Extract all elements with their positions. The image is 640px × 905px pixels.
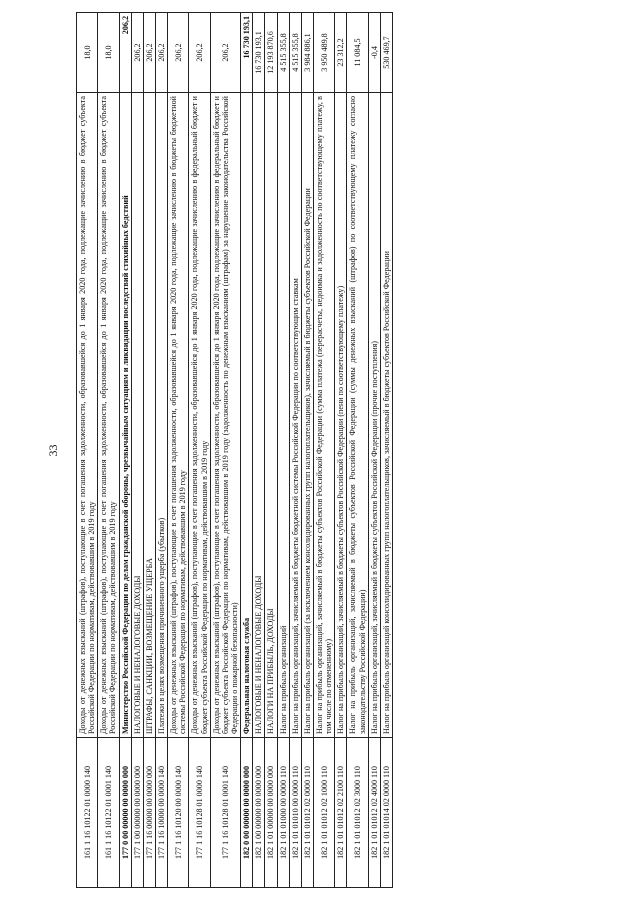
table-row [210, 13, 240, 888]
table-row [143, 13, 155, 888]
amount-value: 3 984 886,1 [301, 13, 313, 93]
table-row [265, 13, 277, 888]
revenue-description: Налог на прибыль организаций консолидированных групп налогоплательщиков, зачисляемый в бюджеты субъектов Российской Федерации [380, 93, 392, 738]
amount-value: 11 084,5 [347, 13, 368, 93]
budget-classification-code: 182 0 00 00000 00 0000 000 [241, 738, 253, 888]
amount-value: -0,4 [368, 13, 380, 93]
table-row [98, 13, 119, 888]
table-row [347, 13, 368, 888]
amount-value: 206,2 [143, 13, 155, 93]
amount-value: 16 730 193,1 [253, 13, 265, 93]
budget-classification-code: 182 1 01 01010 00 0000 110 [289, 738, 301, 888]
budget-classification-code: 177 1 16 10120 00 0000 140 [168, 738, 189, 888]
revenue-description: Налог на прибыль организаций, зачисляемый в бюджеты субъектов Российской Федерации (прочие поступления) [368, 93, 380, 738]
table-row [241, 13, 253, 888]
rotated-page-content [40, 13, 610, 888]
table-row [131, 13, 143, 888]
revenue-description: Доходы от денежных взысканий (штрафов), поступающие в счет погашения задолженности, образовавшейся до 1 января 2020 года, подлежащие зачислению в федеральный бюджет и бюджет субъекта Российской Федерации по нормативам, действовавшим в 2019 году [189, 93, 210, 738]
table-row [289, 13, 301, 888]
table-row [168, 13, 189, 888]
budget-classification-code: 161 1 16 10122 01 0001 140 [98, 738, 119, 888]
revenue-description: Налог на прибыль организаций, зачисляемый в бюджеты субъектов Российской Федерации (пени по соответствующему платежу) [335, 93, 347, 738]
table-row [335, 13, 347, 888]
revenue-description: Министерство Российской Федерации по делам гражданской обороны, чрезвычайным ситуациям и ликвидации последствий стихийных бедствий [119, 93, 131, 738]
amount-value: 206,2 [189, 13, 210, 93]
page-number: 33 [46, 444, 60, 457]
amount-value: 206,2 [210, 13, 240, 93]
budget-classification-code: 182 1 01 01012 02 1000 110 [313, 738, 334, 888]
revenue-description: НАЛОГИ НА ПРИБЫЛЬ, ДОХОДЫ [265, 93, 277, 738]
budget-revenue-table [76, 12, 393, 888]
revenue-description: Федеральная налоговая служба [241, 93, 253, 738]
amount-value: 206,2 [155, 13, 167, 93]
table-body [77, 13, 393, 888]
budget-classification-code: 177 1 00 00000 00 0000 000 [131, 738, 143, 888]
revenue-description: Платежи в целях возмещения причиненного ущерба (убытков) [155, 93, 167, 738]
budget-classification-code: 177 1 16 10128 01 0000 140 [189, 738, 210, 888]
revenue-description: Доходы от денежных взысканий (штрафов), поступающие в счет погашения задолженности, образовавшейся до 1 января 2020 года, подлежащие зачислению в бюджет субъекта Российской Федерации по нормативам, действовавшим в 2019 году [98, 93, 119, 738]
amount-value: 23 312,2 [335, 13, 347, 93]
table-row [313, 13, 334, 888]
budget-classification-code: 182 1 01 01000 00 0000 110 [277, 738, 289, 888]
revenue-description: Доходы от денежных взысканий (штрафов), поступающие в счет погашения задолженности, образовавшейся до 1 января 2020 года, подлежащие зачислению в бюджеты бюджетной системы Российской Федерации по нормативам, действовавшим в 2019 году [168, 93, 189, 738]
budget-classification-code: 177 1 16 10128 01 0001 140 [210, 738, 240, 888]
table-row [253, 13, 265, 888]
budget-classification-code: 177 0 00 00000 00 0000 000 [119, 738, 131, 888]
budget-classification-code: 182 1 01 01014 02 0000 110 [380, 738, 392, 888]
revenue-description: Налог на прибыль организаций, зачисляемый в бюджеты субъектов Российской Федерации (сумма платежа (перерасчеты, недоимка и задолженность по соответствующему платежу, в том числе по отмененному) [313, 93, 334, 738]
table-row [277, 13, 289, 888]
amount-value: 530 469,7 [380, 13, 392, 93]
table-row [189, 13, 210, 888]
amount-value: 16 730 193,1 [241, 13, 253, 93]
revenue-description: НАЛОГОВЫЕ И НЕНАЛОГОВЫЕ ДОХОДЫ [253, 93, 265, 738]
revenue-description: Доходы от денежных взысканий (штрафов), поступающие в счет погашения задолженности, образовавшейся до 1 января 2020 года, подлежащие зачислению в федеральный бюджет и бюджет субъекта Российской Федерации по нормативам, действовавшим в 2019 году (задолженность по денежным взысканиям (штрафам) за нарушение законодательства Российской Федерации о пожарной безопасности) [210, 93, 240, 738]
table-row [380, 13, 392, 888]
budget-classification-code: 182 1 01 01012 02 2100 110 [335, 738, 347, 888]
table-row [77, 13, 98, 888]
table-row [155, 13, 167, 888]
amount-value: 4 515 355,8 [289, 13, 301, 93]
amount-value: 18,0 [77, 13, 98, 93]
revenue-description: НАЛОГОВЫЕ И НЕНАЛОГОВЫЕ ДОХОДЫ [131, 93, 143, 738]
amount-value: 4 515 355,8 [277, 13, 289, 93]
amount-value: 206,2 [119, 13, 131, 93]
budget-classification-code: 161 1 16 10122 01 0000 140 [77, 738, 98, 888]
budget-classification-code: 177 1 16 10000 00 0000 140 [155, 738, 167, 888]
revenue-description: Налог на прибыль организаций (за исключением консолидированных групп налогоплательщиков), зачисляемый в бюджеты субъектов Российской Федерации [301, 93, 313, 738]
amount-value: 206,2 [168, 13, 189, 93]
budget-classification-code: 182 1 01 01012 02 4000 110 [368, 738, 380, 888]
table-row [301, 13, 313, 888]
budget-classification-code: 182 1 01 01012 02 3000 110 [347, 738, 368, 888]
amount-value: 3 950 489,8 [313, 13, 334, 93]
revenue-description: Налог на прибыль организаций [277, 93, 289, 738]
budget-classification-code: 182 1 01 01012 02 0000 110 [301, 738, 313, 888]
amount-value: 12 193 870,6 [265, 13, 277, 93]
revenue-description: Налог на прибыль организаций, зачисляемый в бюджеты субъектов Российской Федерации (суммы денежных взысканий (штрафов) по соответствующему платежу согласно законодательству Российской Федерации) [347, 93, 368, 738]
budget-classification-code: 177 1 16 00000 00 0000 000 [143, 738, 155, 888]
table-row [119, 13, 131, 888]
revenue-description: ШТРАФЫ, САНКЦИИ, ВОЗМЕЩЕНИЕ УЩЕРБА [143, 93, 155, 738]
revenue-description: Доходы от денежных взысканий (штрафов), поступающие в счет погашения задолженности, образовавшейся до 1 января 2020 года, подлежащие зачислению в бюджет субъекта Российской Федерации по нормативам, действовавшим в 2019 году [77, 93, 98, 738]
table-row [368, 13, 380, 888]
amount-value: 206,2 [131, 13, 143, 93]
revenue-description: Налог на прибыль организаций, зачисляемый в бюджеты бюджетной системы Российской Федерации по соответствующим ставкам [289, 93, 301, 738]
budget-classification-code: 182 1 01 00000 00 0000 000 [265, 738, 277, 888]
amount-value: 18,0 [98, 13, 119, 93]
budget-classification-code: 182 1 00 00000 00 0000 000 [253, 738, 265, 888]
